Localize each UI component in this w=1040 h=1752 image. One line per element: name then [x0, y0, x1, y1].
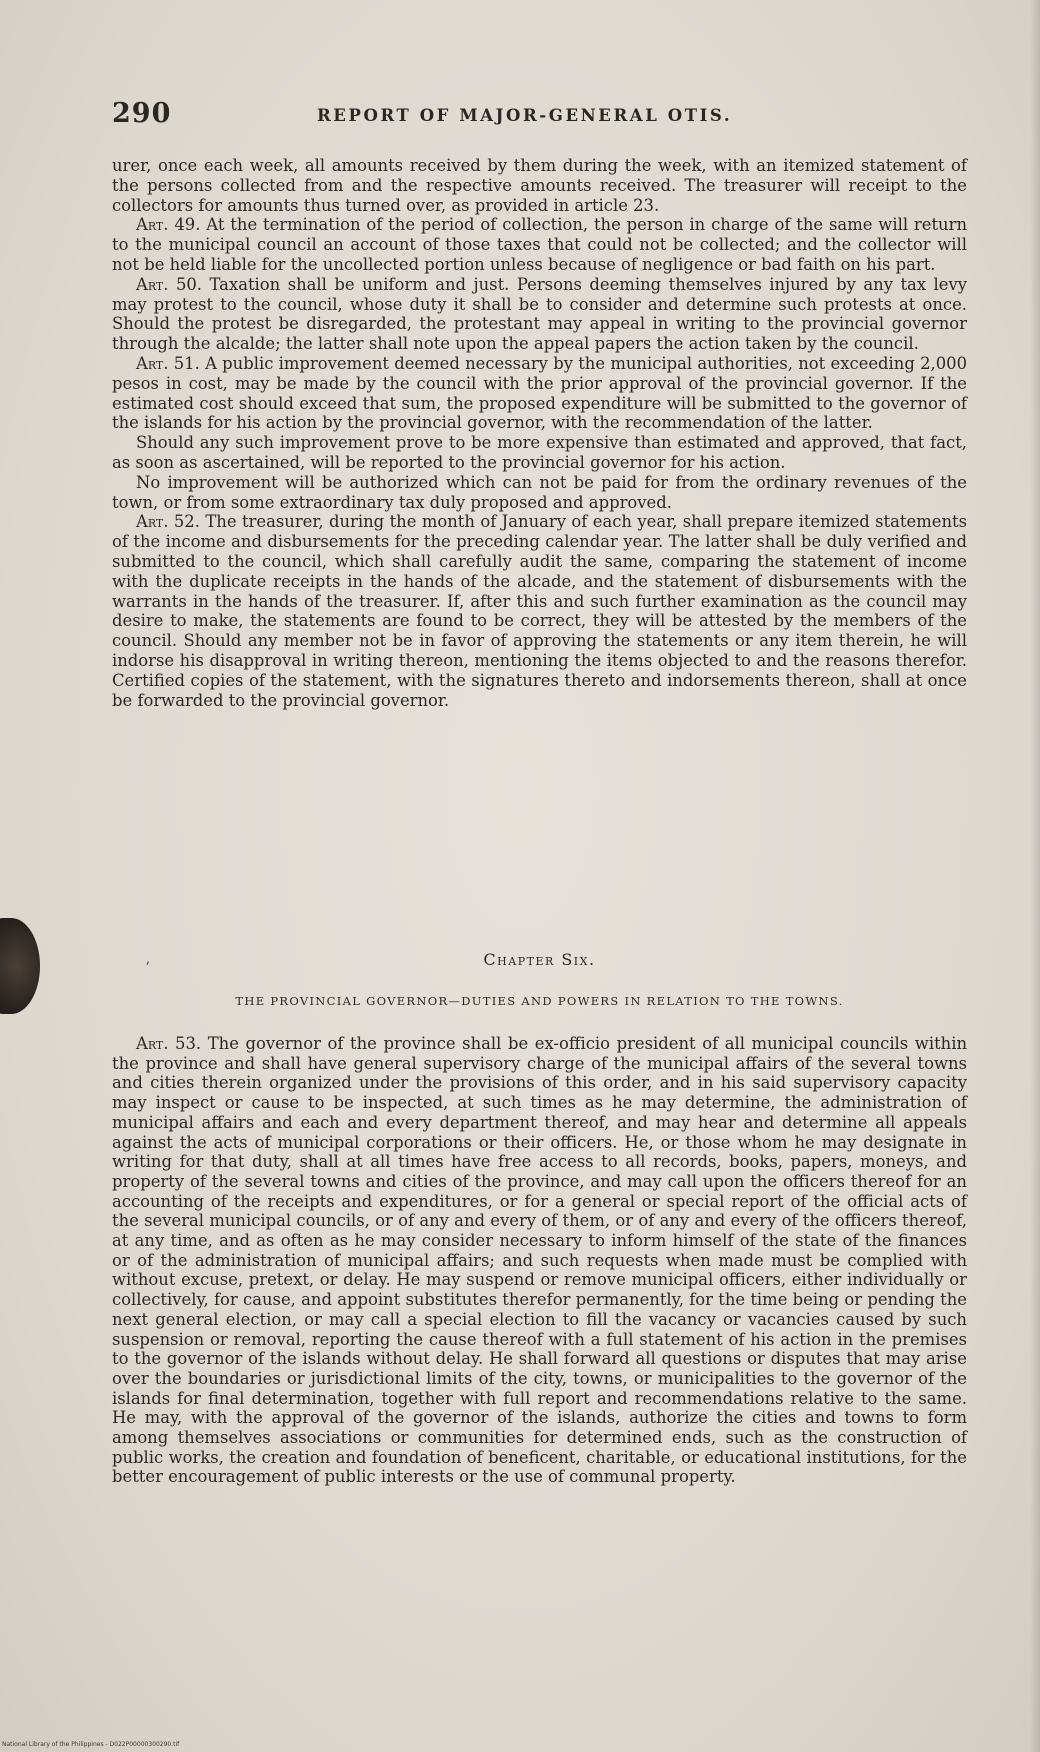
page-edge-shadow	[1030, 0, 1040, 1752]
paragraph-text: urer, once each week, all amounts received by them during the week, with an itemized statement of the persons collected from and the respective amounts received. The treasurer will receipt to the collectors for amounts thus turned over, as provided in article 23.	[112, 156, 967, 215]
stray-mark: ʼ	[145, 960, 150, 976]
article-paragraph	[112, 512, 967, 710]
running-head: REPORT OF MAJOR-GENERAL OTIS.	[317, 106, 733, 125]
article-label: Art. 50.	[136, 274, 203, 294]
article-paragraph	[112, 275, 967, 354]
paragraph	[112, 433, 967, 473]
paragraph	[112, 473, 967, 513]
paragraph-text: The governor of the province shall be ex-officio president of all municipal councils within the province and shall have general supervisory charge of the municipal affairs of the several towns and cities therein organized under the provisions of this order, and in his said supervisory capacity may inspect or cause to be inspected, at such times as he may determine, the administration of municipal affairs and each and every department thereof, and may hear and determine all appeals against the acts of municipal corporations or their officers. He, or those whom he may designate in writing for that duty, shall at all times have free access to all records, books, papers, moneys, and property of the several towns and cities of the province, and may call upon the officers thereof for an accounting of the receipts and expenditures, or for a general or special report of the official acts of the several municipal councils, or of any and every of them, or of any and every of the officers thereof, at any time, and as often as he may consider necessary to inform himself of the state of the finances or of the administration of municipal affairs; and such requests when made must be complied with without excuse, pretext, or delay. He may suspend or remove municipal officers, either individually or collectively, for cause, and appoint substitutes therefor permanently, for the time being or pending the next general election, or may call a special election to fill the vacancy or vacancies caused by such suspension or removal, reporting the cause thereof with a full statement of his action in the premises to the governor of the islands without delay. He shall forward all questions or disputes that may arise over the boundaries or jurisdictional limits of the city, towns, or municipalities to the governor of the islands for final determination, together with full report and recommendations relative to the same. He may, with the approval of the governor of the islands, authorize the cities and towns to form among themselves associations or communities for determined ends, such as the construction of public works, the creation and foundation of beneficent, charitable, or educational institutions, for the better encouragement of public interests or the use of communal property.	[112, 1034, 968, 1487]
page-number: 290	[112, 98, 172, 129]
article-label: Art. 49.	[136, 215, 201, 235]
paragraph-text: The treasurer, during the month of January of each year, shall prepare itemized statements of the income and disbursements for the preceding calendar year. The latter shall be duly verified and submitted to the council, which shall carefully audit the same, comparing the statement of income with the duplicate receipts in the hands of the alcade, and the statement of disbursements with the warrants in the hands of the treasurer. If, after this and such further examination as the council may desire to make, the statements are found to be correct, they will be attested by the members of the council. Should any member not be in favor of approving the statements or any item therein, he will indorse his disapproval in writing thereon, mentioning the items objected to and the reasons therefor. Certified copies of the statement, with the signatures thereto and indorsements thereon, shall at once be forwarded to the provincial governor.	[112, 512, 967, 710]
paragraph-text: Should any such improvement prove to be more expensive than estimated and approved, that fact, as soon as ascertained, will be reported to the provincial governor for his action.	[112, 433, 967, 472]
article-label: Art. 53.	[136, 1034, 202, 1053]
article-paragraph	[112, 215, 967, 274]
article-paragraph	[112, 1034, 967, 1487]
article-label: Art. 52.	[136, 512, 200, 532]
article-label: Art. 51.	[136, 353, 200, 373]
paragraph	[112, 156, 967, 215]
body-text-top	[112, 156, 967, 710]
chapter-title: Chapter Six.	[483, 950, 596, 969]
paragraph-text: At the termination of the period of collection, the person in charge of the same will return to the municipal council an account of those taxes that could not be collected; and the collector will not be held liable for the uncollected portion unless because of negligence or bad faith on his part.	[112, 215, 968, 274]
scan-credit: National Library of the Philippines - D022P00000300290.tif	[2, 1741, 180, 1748]
paragraph-text: Taxation shall be uniform and just. Persons deeming themselves injured by any tax levy may protest to the council, whose duty it shall be to consider and determine such protests at once. Should the protest be disregarded, the protestant may appeal in writing to the provincial governor through the alcalde; the latter shall note upon the appeal papers the action taken by the council.	[112, 274, 968, 354]
paragraph-text: A public improvement deemed necessary by the municipal authorities, not exceeding 2,000 pesos in cost, may be made by the council with the prior approval of the provincial governor. If the estimated cost should exceed that sum, the proposed expenditure will be submitted to the governor of the islands for his action by the provincial governor, with the recommendation of the latter.	[112, 353, 967, 433]
body-text-bottom	[112, 1034, 967, 1487]
article-paragraph	[112, 354, 967, 433]
page-header	[112, 98, 967, 138]
section-title: THE PROVINCIAL GOVERNOR—DUTIES AND POWERS IN RELATION TO THE TOWNS.	[235, 994, 844, 1008]
paragraph-text: No improvement will be authorized which can not be paid for from the ordinary revenues of the town, or from some extraordinary tax duly proposed and approved.	[112, 472, 967, 512]
thumb-shadow	[0, 918, 40, 1014]
